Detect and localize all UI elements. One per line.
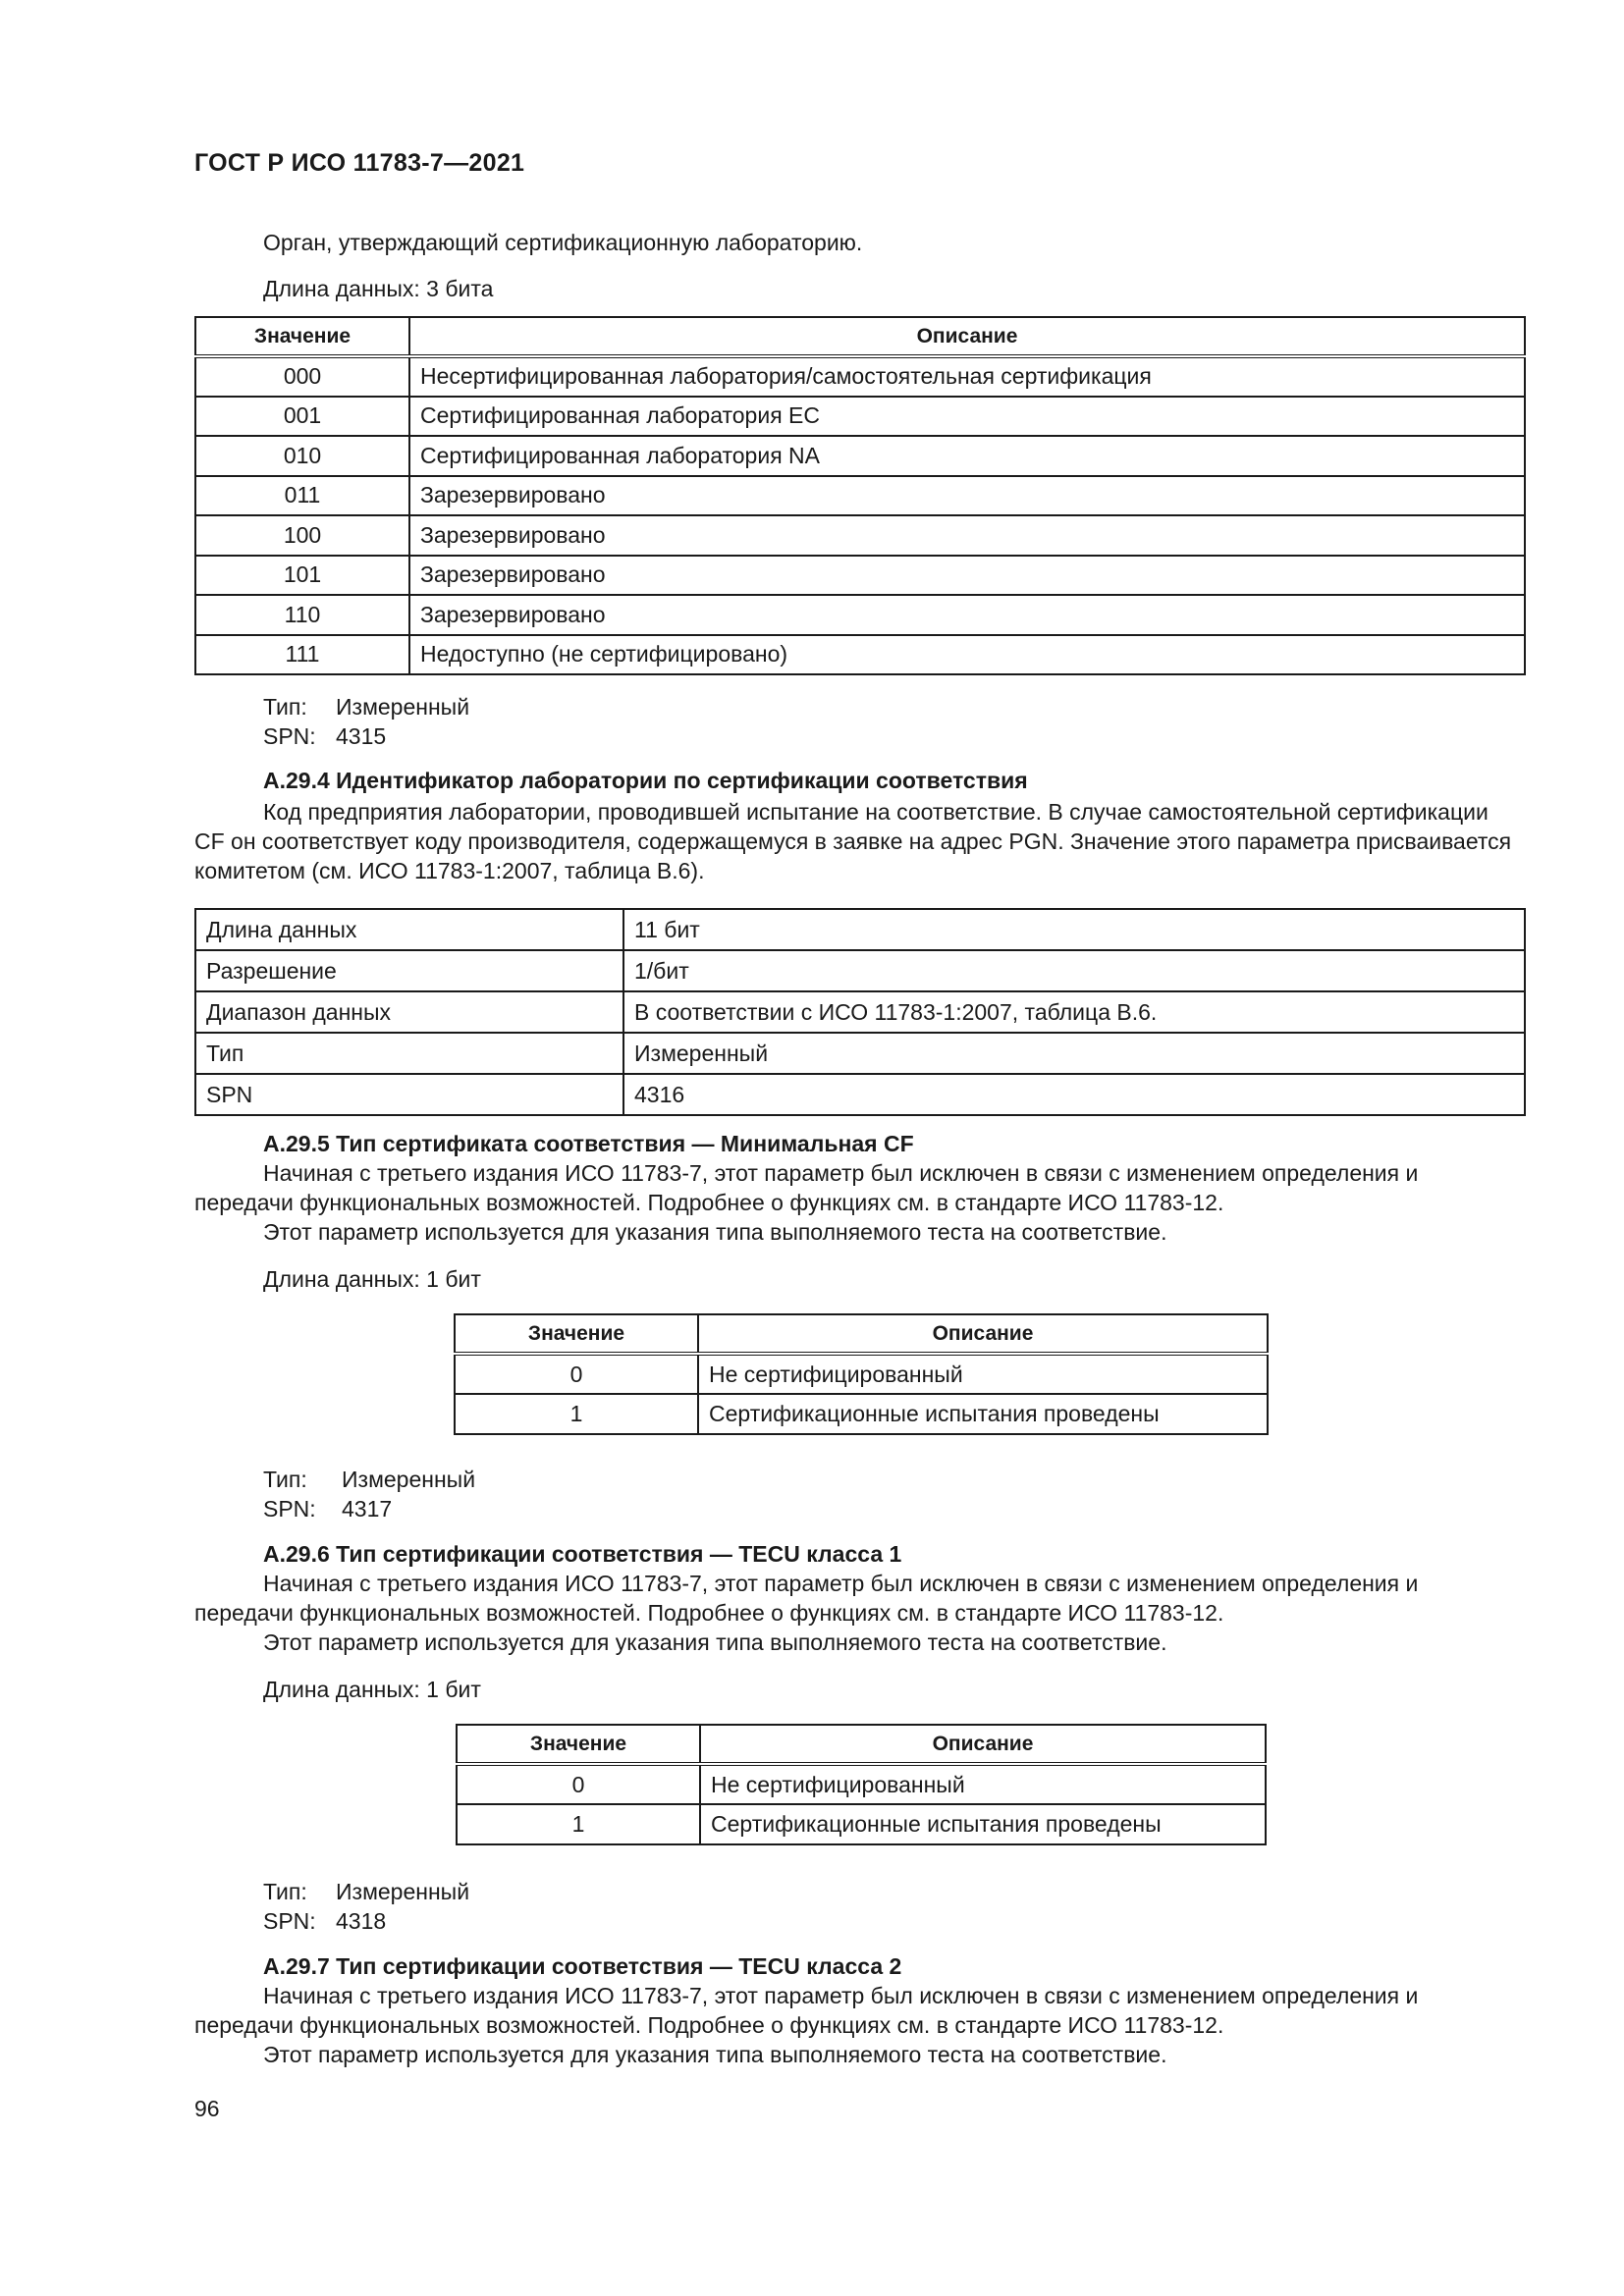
- table-cell: В соответствии с ИСО 11783-1:2007, таблица B.6.: [623, 991, 1525, 1033]
- spn-label: SPN:: [263, 723, 316, 749]
- spn-value: 4317: [342, 1496, 393, 1522]
- data-length-text: Длина данных: 3 бита: [263, 276, 494, 301]
- parameter-table: [194, 908, 1526, 1116]
- data-length-text: Длина данных: 1 бит: [263, 1266, 481, 1292]
- table-cell: 010: [195, 436, 409, 476]
- table-row: [455, 1354, 1268, 1394]
- table-row: [195, 476, 1525, 516]
- table-cell: Разрешение: [195, 950, 623, 991]
- table-cell: 000: [195, 356, 409, 397]
- table-row: [195, 595, 1525, 635]
- table-row: [195, 1074, 1525, 1115]
- type-value: Измеренный: [336, 694, 470, 720]
- section-heading: А.29.7 Тип сертификации соответствия — TECU класса 2: [263, 1953, 902, 1979]
- spn-line: [263, 1494, 392, 1523]
- section-paragraph: Этот параметр используется для указания типа выполняемого теста на соответствие.: [263, 1629, 1167, 1655]
- table-cell: 0: [455, 1354, 698, 1394]
- table-cell: 101: [195, 556, 409, 596]
- section-paragraph: Начиная с третьего издания ИСО 11783-7, этот параметр был исключен в связи с изменением определения и передачи функциональных возможностей. Подробнее о функциях см. в стандарте ИСО 11783-12.: [194, 1571, 1419, 1626]
- type-value: Измеренный: [342, 1467, 476, 1492]
- section-paragraph: Начиная с третьего издания ИСО 11783-7, этот параметр был исключен в связи с изменением определения и передачи функциональных возможностей. Подробнее о функциях см. в стандарте ИСО 11783-12.: [194, 1160, 1419, 1215]
- column-header: Описание: [409, 317, 1525, 356]
- values-table-3: [456, 1724, 1267, 1845]
- table-row: [195, 556, 1525, 596]
- table-cell: Зарезервировано: [409, 556, 1525, 596]
- table-row: [195, 1033, 1525, 1074]
- table-cell: Недоступно (не сертифицировано): [409, 635, 1525, 675]
- section-paragraph: Этот параметр используется для указания типа выполняемого теста на соответствие.: [263, 2042, 1167, 2067]
- table-row: [195, 515, 1525, 556]
- table-cell: Сертификационные испытания проведены: [698, 1394, 1268, 1434]
- section-paragraph: Этот параметр используется для указания типа выполняемого теста на соответствие.: [263, 1219, 1167, 1245]
- table-cell: 1: [457, 1804, 700, 1844]
- data-length-text: Длина данных: 1 бит: [263, 1677, 481, 1702]
- table-row: [195, 950, 1525, 991]
- type-line: [263, 1465, 475, 1494]
- section-heading: А.29.4 Идентификатор лаборатории по сертификации соответствия: [263, 768, 1028, 793]
- table-cell: 001: [195, 397, 409, 437]
- table-cell: Несертифицированная лаборатория/самостоятельная сертификация: [409, 356, 1525, 397]
- table-cell: Не сертифицированный: [700, 1764, 1266, 1804]
- table-cell: 011: [195, 476, 409, 516]
- table-cell: Не сертифицированный: [698, 1354, 1268, 1394]
- table-cell: Зарезервировано: [409, 595, 1525, 635]
- page-number: 96: [194, 2096, 220, 2121]
- table-cell: 110: [195, 595, 409, 635]
- type-label: Тип:: [263, 1467, 307, 1492]
- spn-line: [263, 1906, 386, 1936]
- table-row: [195, 397, 1525, 437]
- table-row: [195, 356, 1525, 397]
- table-cell: 111: [195, 635, 409, 675]
- spn-value: 4315: [336, 723, 387, 749]
- table-cell: Сертификационные испытания проведены: [700, 1804, 1266, 1844]
- table-row: [195, 909, 1525, 950]
- table-cell: SPN: [195, 1074, 623, 1115]
- table-cell: Диапазон данных: [195, 991, 623, 1033]
- spn-label: SPN:: [263, 1908, 316, 1934]
- table-row: [455, 1394, 1268, 1434]
- column-header: Значение: [195, 317, 409, 356]
- table-row: [457, 1804, 1266, 1844]
- table-cell: Тип: [195, 1033, 623, 1074]
- spn-label: SPN:: [263, 1496, 316, 1522]
- table-row: [457, 1764, 1266, 1804]
- section-heading: А.29.5 Тип сертификата соответствия — Минимальная CF: [263, 1131, 914, 1156]
- section-paragraph: Начиная с третьего издания ИСО 11783-7, этот параметр был исключен в связи с изменением определения и передачи функциональных возможностей. Подробнее о функциях см. в стандарте ИСО 11783-12.: [194, 1983, 1419, 2038]
- document-header: ГОСТ Р ИСО 11783-7—2021: [194, 149, 525, 177]
- type-value: Измеренный: [336, 1879, 470, 1904]
- spn-line: [263, 721, 386, 751]
- values-table-2: [454, 1313, 1269, 1435]
- column-header: Описание: [700, 1725, 1266, 1764]
- table-cell: Длина данных: [195, 909, 623, 950]
- column-header: Описание: [698, 1314, 1268, 1354]
- section-heading: А.29.6 Тип сертификации соответствия — TECU класса 1: [263, 1541, 902, 1567]
- column-header: Значение: [455, 1314, 698, 1354]
- type-line: [263, 692, 469, 721]
- table-cell: Сертифицированная лаборатория NA: [409, 436, 1525, 476]
- spn-value: 4318: [336, 1908, 387, 1934]
- table-cell: 4316: [623, 1074, 1525, 1115]
- type-label: Тип:: [263, 1879, 307, 1904]
- table-cell: Сертифицированная лаборатория EC: [409, 397, 1525, 437]
- type-label: Тип:: [263, 694, 307, 720]
- type-line: [263, 1877, 469, 1906]
- table-cell: Измеренный: [623, 1033, 1525, 1074]
- table-row: [195, 436, 1525, 476]
- table-cell: 11 бит: [623, 909, 1525, 950]
- table-cell: 1/бит: [623, 950, 1525, 991]
- values-table-1: [194, 316, 1526, 675]
- section-paragraph: Код предприятия лаборатории, проводившей испытание на соответствие. В случае самостоятельной сертификации CF он соответствует коду производителя, содержащемуся в заявке на адрес PGN. Значение этого параметра присваивается комитетом (см. ИСО 11783-1:2007, таблица B.6).: [194, 799, 1512, 883]
- column-header: Значение: [457, 1725, 700, 1764]
- intro-text: Орган, утверждающий сертификационную лабораторию.: [263, 230, 863, 255]
- table-row: [195, 635, 1525, 675]
- table-cell: Зарезервировано: [409, 476, 1525, 516]
- table-cell: 100: [195, 515, 409, 556]
- table-row: [195, 991, 1525, 1033]
- table-cell: Зарезервировано: [409, 515, 1525, 556]
- table-cell: 1: [455, 1394, 698, 1434]
- table-cell: 0: [457, 1764, 700, 1804]
